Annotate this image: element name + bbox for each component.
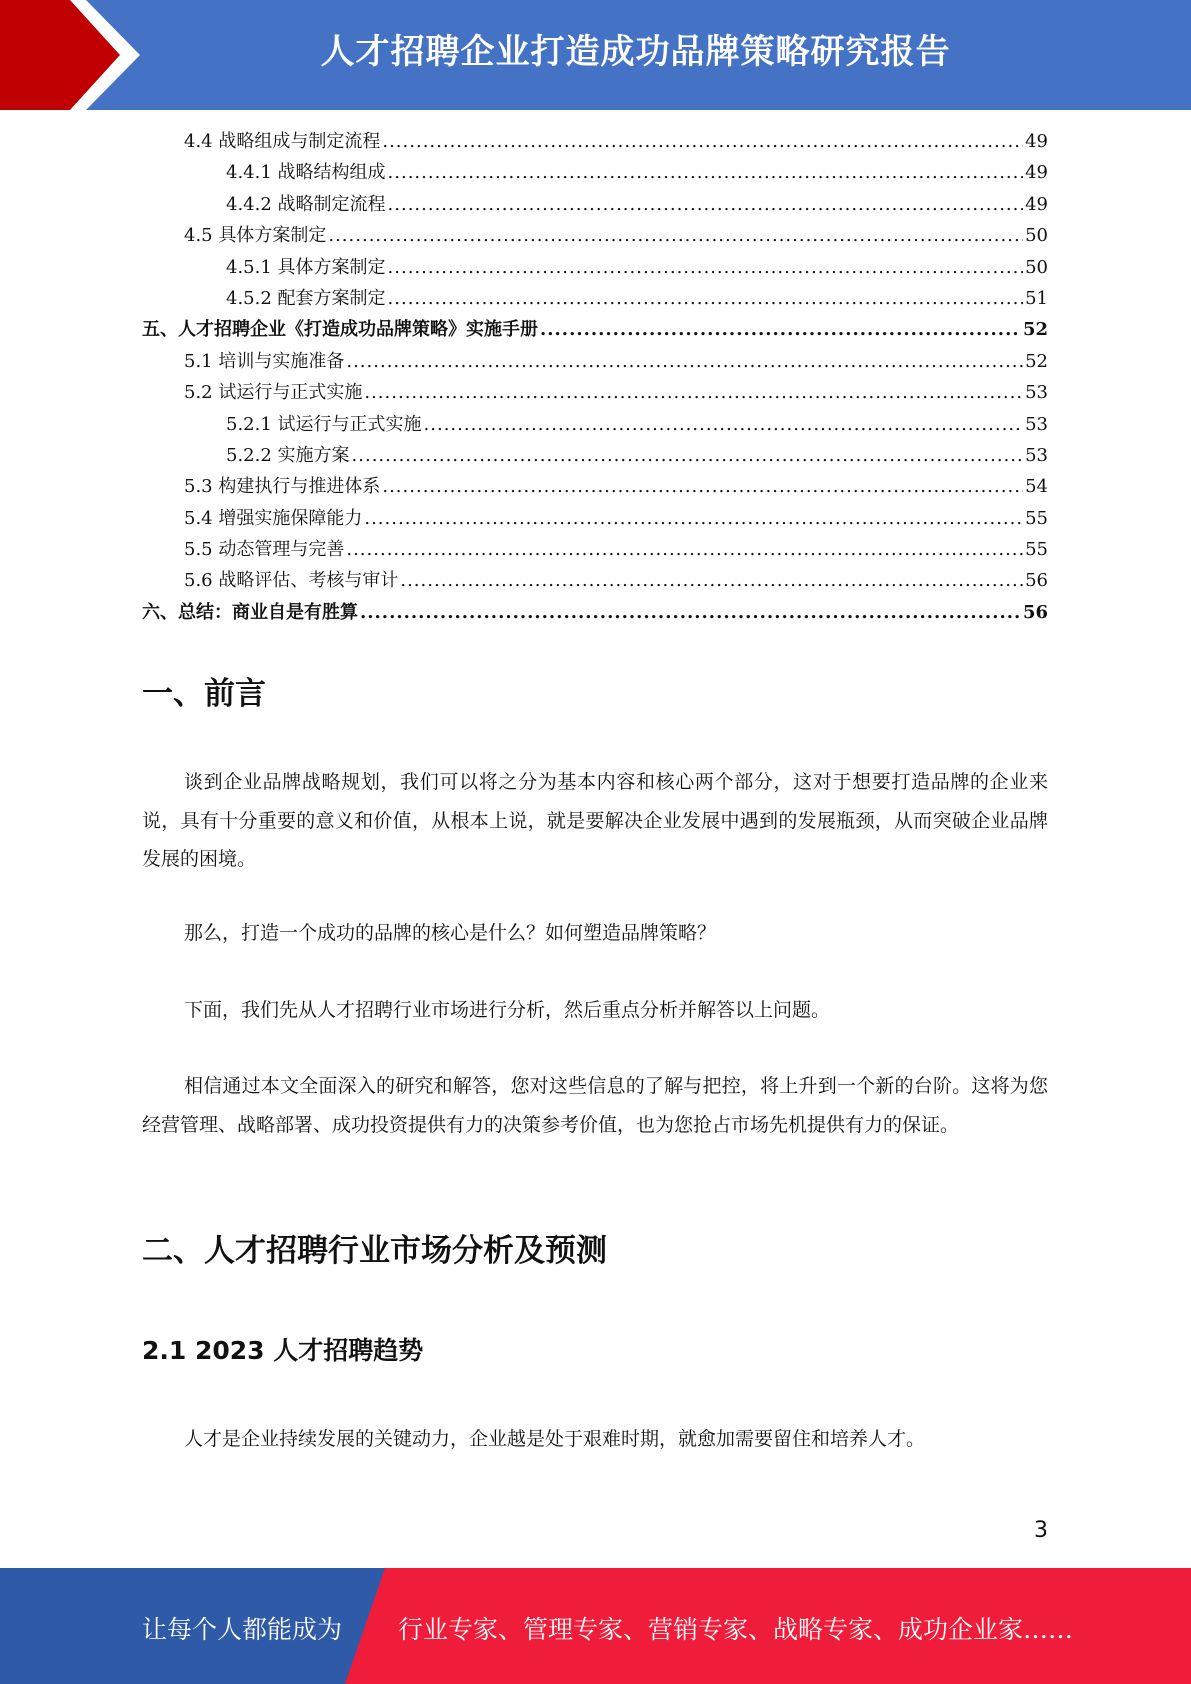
paragraph: 下面，我们先从人才招聘行业市场进行分析，然后重点分析并解答以上问题。: [184, 999, 831, 1021]
paragraph: 人才是企业持续发展的关键动力，企业越是处于艰难时期，就愈加需要留住和培养人才。: [184, 1428, 926, 1450]
footer-slogan-left: 让每个人都能成为: [142, 1615, 343, 1644]
toc-leader-dots: [540, 319, 1021, 340]
toc-entry[interactable]: [142, 158, 1048, 189]
section-heading-preface: 一、前言: [142, 676, 266, 712]
toc-leader-dots: [364, 382, 1023, 403]
toc-entry-page: 49: [1025, 162, 1048, 184]
document-title: 人才招聘企业打造成功品牌策略研究报告: [320, 32, 951, 72]
table-of-contents: [142, 127, 1048, 629]
toc-entry-label: 五、人才招聘企业《打造成功品牌策略》实施手册: [142, 319, 538, 341]
toc-entry-page: 55: [1025, 507, 1048, 529]
toc-entry-label: 六、总结：商业自是有胜算: [142, 601, 358, 623]
toc-entry-page: 51: [1025, 287, 1048, 309]
section-heading-market-analysis: 二、人才招聘行业市场分析及预测: [142, 1233, 607, 1269]
toc-leader-dots: [388, 194, 1024, 215]
toc-leader-dots: [382, 476, 1023, 497]
toc-entry[interactable]: [142, 190, 1048, 221]
toc-entry[interactable]: [142, 221, 1048, 252]
toc-entry-page: 53: [1025, 444, 1048, 466]
toc-entry-label: 5.6 战略评估、考核与审计: [184, 570, 399, 592]
toc-entry-label: 4.4.2 战略制定流程: [226, 193, 386, 215]
toc-entry[interactable]: [142, 598, 1048, 629]
toc-entry-page: 53: [1025, 382, 1048, 404]
toc-entry-label: 5.2.1 试运行与正式实施: [226, 413, 422, 435]
header-arrow-decoration: [0, 0, 150, 110]
toc-leader-dots: [346, 539, 1023, 560]
toc-entry-label: 4.5.1 具体方案制定: [226, 256, 386, 278]
toc-entry-label: 4.5.2 配套方案制定: [226, 287, 386, 309]
toc-entry-label: 4.4 战略组成与制定流程: [184, 131, 381, 152]
toc-leader-dots: [388, 288, 1024, 309]
paragraph: 谈到企业品牌战略规划，我们可以将之分为基本内容和核心两个部分，这对于想要打造品牌的企业来说，具有十分重要的意义和价值，从根本上说，就是要解决企业发展中遇到的发展瓶颈，从而突破企业品牌发展的困境。: [142, 771, 1048, 870]
toc-entry[interactable]: [142, 127, 1048, 158]
toc-entry-label: 5.4 增强实施保障能力: [184, 507, 363, 529]
toc-leader-dots: [382, 131, 1023, 152]
toc-entry-page: 53: [1025, 413, 1048, 435]
toc-entry-page: 56: [1022, 601, 1048, 623]
toc-entry[interactable]: [142, 504, 1048, 535]
toc-entry-label: 5.5 动态管理与完善: [184, 539, 345, 561]
toc-entry[interactable]: [142, 410, 1048, 441]
toc-entry[interactable]: [142, 472, 1048, 503]
toc-entry-page: 52: [1025, 350, 1048, 372]
toc-entry[interactable]: [142, 284, 1048, 315]
toc-leader-dots: [388, 257, 1024, 278]
toc-entry-label: 4.5 具体方案制定: [184, 225, 327, 247]
toc-entry[interactable]: [142, 253, 1048, 284]
toc-entry-page: 55: [1025, 539, 1048, 561]
toc-leader-dots: [328, 225, 1023, 246]
toc-leader-dots: [388, 162, 1024, 183]
toc-entry-label: 5.1 培训与实施准备: [184, 350, 345, 372]
toc-entry-page: 52: [1022, 319, 1048, 341]
toc-entry[interactable]: [142, 347, 1048, 378]
toc-entry-page: 50: [1025, 256, 1048, 278]
toc-entry[interactable]: [142, 535, 1048, 566]
toc-entry[interactable]: [142, 378, 1048, 409]
footer-slogan-right: 行业专家、管理专家、营销专家、战略专家、成功企业家……: [398, 1615, 1074, 1644]
toc-entry[interactable]: [142, 315, 1048, 346]
toc-entry-page: 54: [1025, 476, 1048, 498]
toc-leader-dots: [360, 602, 1021, 623]
paragraph: 相信通过本文全面深入的研究和解答，您对这些信息的了解与把控，将上升到一个新的台阶。这将为您经营管理、战略部署、成功投资提供有力的决策参考价值，也为您抢占市场先机提供有力的保证。: [142, 1075, 1048, 1136]
toc-entry-page: 49: [1025, 131, 1048, 152]
page-header: [0, 0, 1191, 110]
toc-entry-page: 56: [1025, 570, 1048, 592]
toc-entry[interactable]: [142, 441, 1048, 472]
toc-entry-label: 5.2 试运行与正式实施: [184, 382, 363, 404]
toc-leader-dots: [364, 508, 1023, 529]
toc-leader-dots: [346, 351, 1023, 372]
paragraph: 那么，打造一个成功的品牌的核心是什么？如何塑造品牌策略？: [184, 922, 717, 944]
page-footer: [0, 1568, 1191, 1684]
toc-leader-dots: [400, 570, 1023, 591]
toc-entry-page: 49: [1025, 193, 1048, 215]
toc-entry-page: 50: [1025, 225, 1048, 247]
toc-entry-label: 4.4.1 战略结构组成: [226, 162, 386, 184]
toc-entry[interactable]: [142, 566, 1048, 597]
toc-leader-dots: [352, 445, 1024, 466]
toc-leader-dots: [424, 414, 1024, 435]
toc-entry-label: 5.3 构建执行与推进体系: [184, 476, 381, 498]
toc-entry-label: 5.2.2 实施方案: [226, 444, 350, 466]
subsection-heading: 2.1 2023 人才招聘趋势: [142, 1336, 424, 1365]
page-number: 3: [1034, 1518, 1048, 1543]
